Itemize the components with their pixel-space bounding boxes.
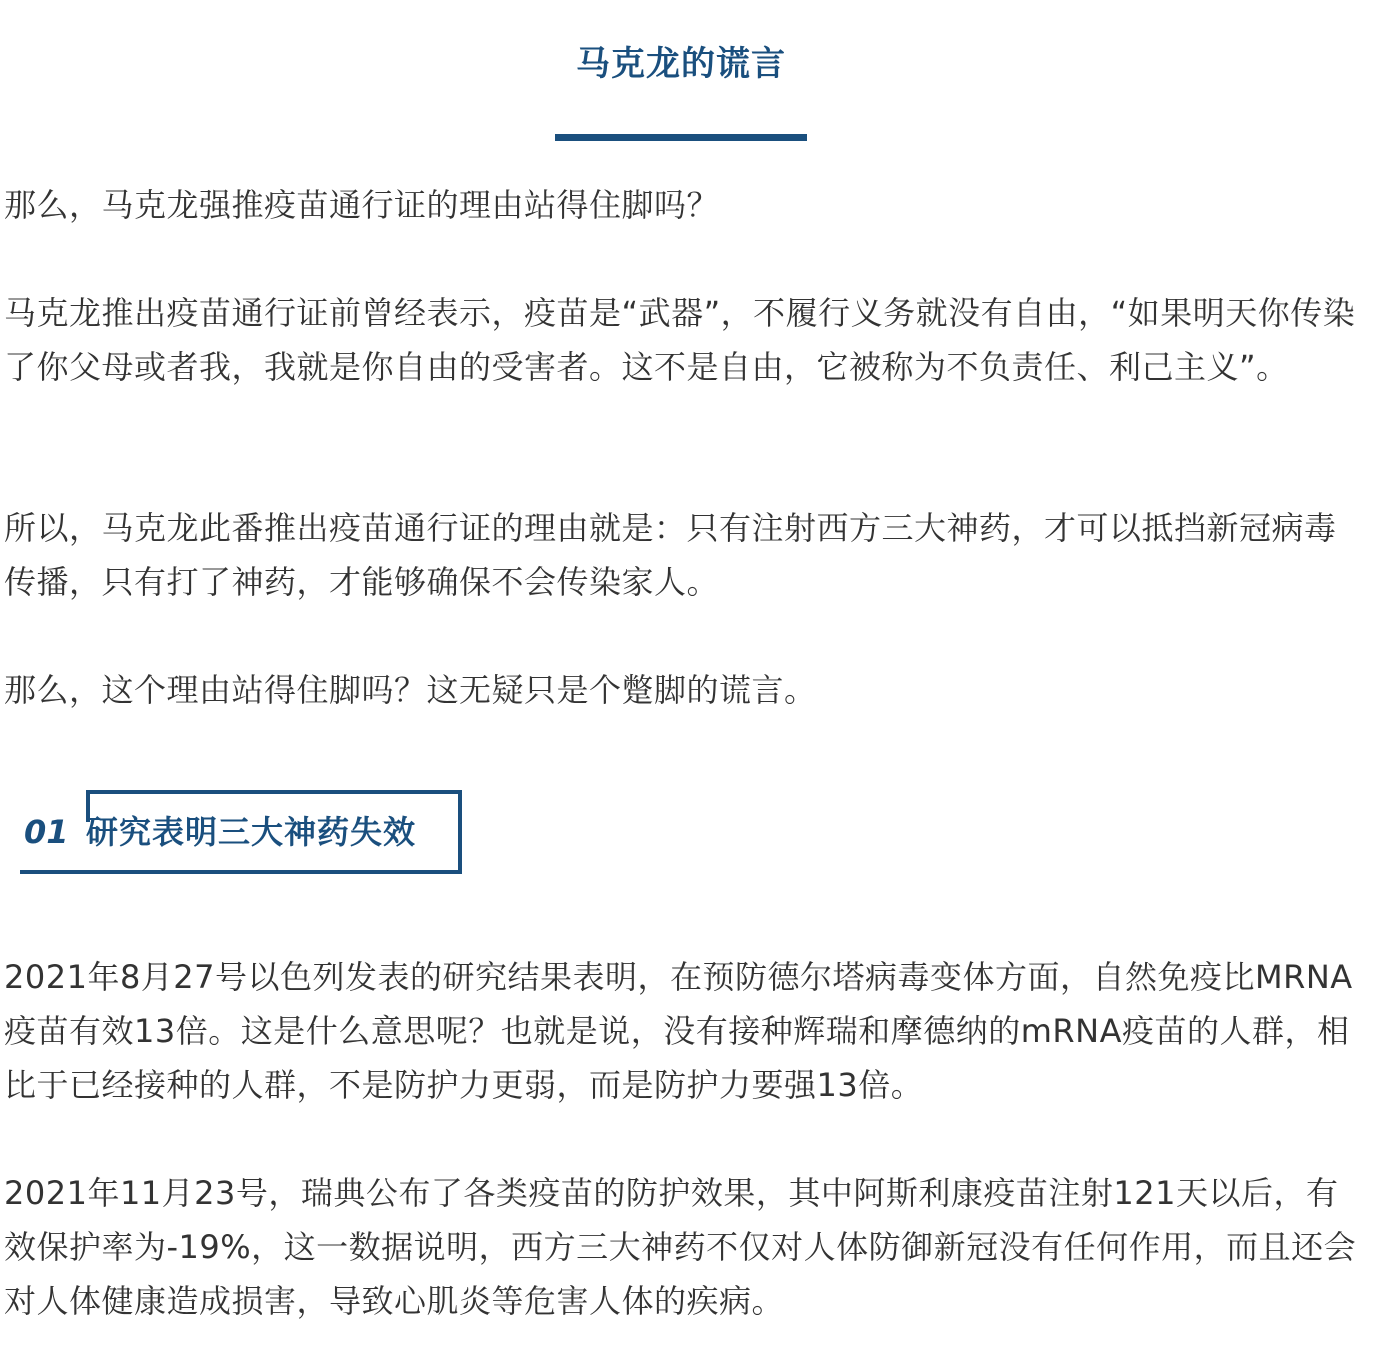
section-border-bottom [20,870,462,874]
paragraph-2: 马克龙推出疫苗通行证前曾经表示，疫苗是“武器”，不履行义务就没有自由，“如果明天你传染了你父母或者我，我就是你自由的受害者。这不是自由，它被称为不负责任、利己主义”。 [4,294,1356,386]
article-heading-text: 马克龙的谎言 [576,44,786,84]
section-title: 研究表明三大神药失效 [86,813,417,851]
paragraph-6: 2021年11月23号，瑞典公布了各类疫苗的防护效果，其中阿斯利康疫苗注射121天以后，有效保护率为-19%，这一数据说明，西方三大神药不仅对人体防御新冠没有任何作用，而且还会对人体健康造成损害，导致心肌炎等危害人体的疾病。 [4,1174,1357,1320]
paragraph-5: 2021年8月27号以色列发表的研究结果表明，在预防德尔塔病毒变体方面，自然免疫比MRNA疫苗有效13倍。这是什么意思呢？也就是说，没有接种辉瑞和摩德纳的mRNA疫苗的人群，相比于已经接种的人群，不是防护力更弱，而是防护力要强13倍。 [4,958,1353,1104]
paragraph-1: 那么，马克龙强推疫苗通行证的理由站得住脚吗？ [4,186,720,224]
paragraph-3: 所以，马克龙此番推出疫苗通行证的理由就是：只有注射西方三大神药，才可以抵挡新冠病毒传播，只有打了神药，才能够确保不会传染家人。 [4,509,1337,601]
section-border-right [458,790,462,874]
paragraph-4: 那么，这个理由站得住脚吗？这无疑只是个蹩脚的谎言。 [4,671,817,709]
section-border-top [86,790,462,794]
article-heading [555,40,807,102]
section-heading [20,790,462,874]
heading-underline [555,134,807,141]
section-number: 01 [24,813,69,851]
